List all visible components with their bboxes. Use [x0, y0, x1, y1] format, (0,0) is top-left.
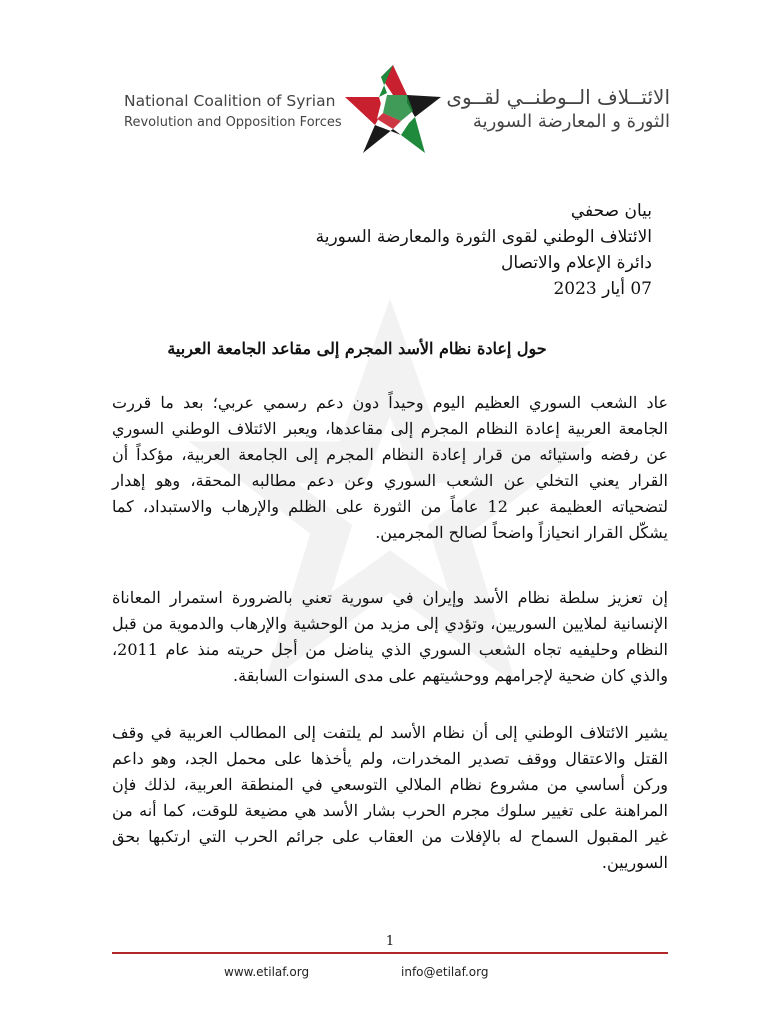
document-type: بيان صحفي — [570, 201, 652, 221]
statement-title: حول إعادة نظام الأسد المجرم إلى مقاعد الجامعة العربية — [167, 339, 547, 358]
logo-english-line1: National Coalition of Syrian — [124, 92, 336, 110]
paragraph-1: عاد الشعب السوري العظيم اليوم وحيداً دون دعم رسمي عربي؛ بعد ما قررت الجامعة العربية إعادة النظام المجرم إلى مقاعدها، ويعبر الائتلاف الوطني السوري عن رفضه واستيائه من قرار إعادة النظام المجرم إلى الجامعة العربية، مؤكداً أن القرار يعني التخلي عن الشعب السوري وعن دعم مطالبه المحقة، وهو إهدار لتضحياته العظيمة عبر 12 عاماً من الثورة على الظلم والإرهاب والاستبداد، كما يشكّل القرار انحيازاً واضحاً لصالح المجرمين. — [112, 393, 668, 542]
organization-name: الائتلاف الوطني لقوى الثورة والمعارضة السورية — [315, 227, 652, 247]
logo-english-line2: Revolution and Opposition Forces — [124, 115, 342, 130]
page-number: 1 — [385, 934, 395, 949]
footer-divider — [112, 952, 668, 954]
website-link[interactable]: www.etilaf.org — [224, 965, 310, 979]
logo-arabic-line2: الثورة و المعارضة السورية — [472, 111, 670, 132]
logo-arabic-line1: الائتــلاف الــوطنــي لقــوى — [446, 85, 670, 109]
logo-english-text — [124, 90, 354, 134]
statement-header — [232, 198, 652, 302]
department-name: دائرة الإعلام والاتصال — [501, 253, 652, 273]
paragraph-2: إن تعزيز سلطة نظام الأسد وإيران في سورية تعني بالضرورة استمرار المعاناة الإنسانية لملايين السوريين، وتؤدي إلى مزيد من الوحشية والإرهاب والدموية من قبل النظام وحليفيه تجاه الشعب السوري الذي يناضل من أجل حريته منذ عام 2011، والذي كان ضحية لإجرامهم ووحشيتهم على مدى السنوات السابقة. — [112, 588, 668, 685]
paragraph-3: يشير الائتلاف الوطني إلى أن نظام الأسد لم يلتفت إلى المطالب العربية في وقف القتل والاعتقال ووقف تصدير المخدرات، ولم يأخذها على محمل الجد، وهو داعم وركن أساسي من مشروع نظام الملالي التوسعي في المنطقة العربية، لذلك فإن المراهنة على تغيير سلوك مجرم الحرب بشار الأسد هي مضيعة للوقت، كما أنه من غير المقبول السماح له بالإفلات من العقاب على جرائم الحرب التي ارتكبها بحق السوريين. — [112, 723, 668, 872]
coalition-star-logo-icon — [343, 63, 443, 155]
logo-arabic-text — [440, 84, 670, 134]
email-link[interactable]: info@etilaf.org — [401, 965, 489, 979]
statement-date: 07 أيار 2023 — [553, 279, 652, 299]
